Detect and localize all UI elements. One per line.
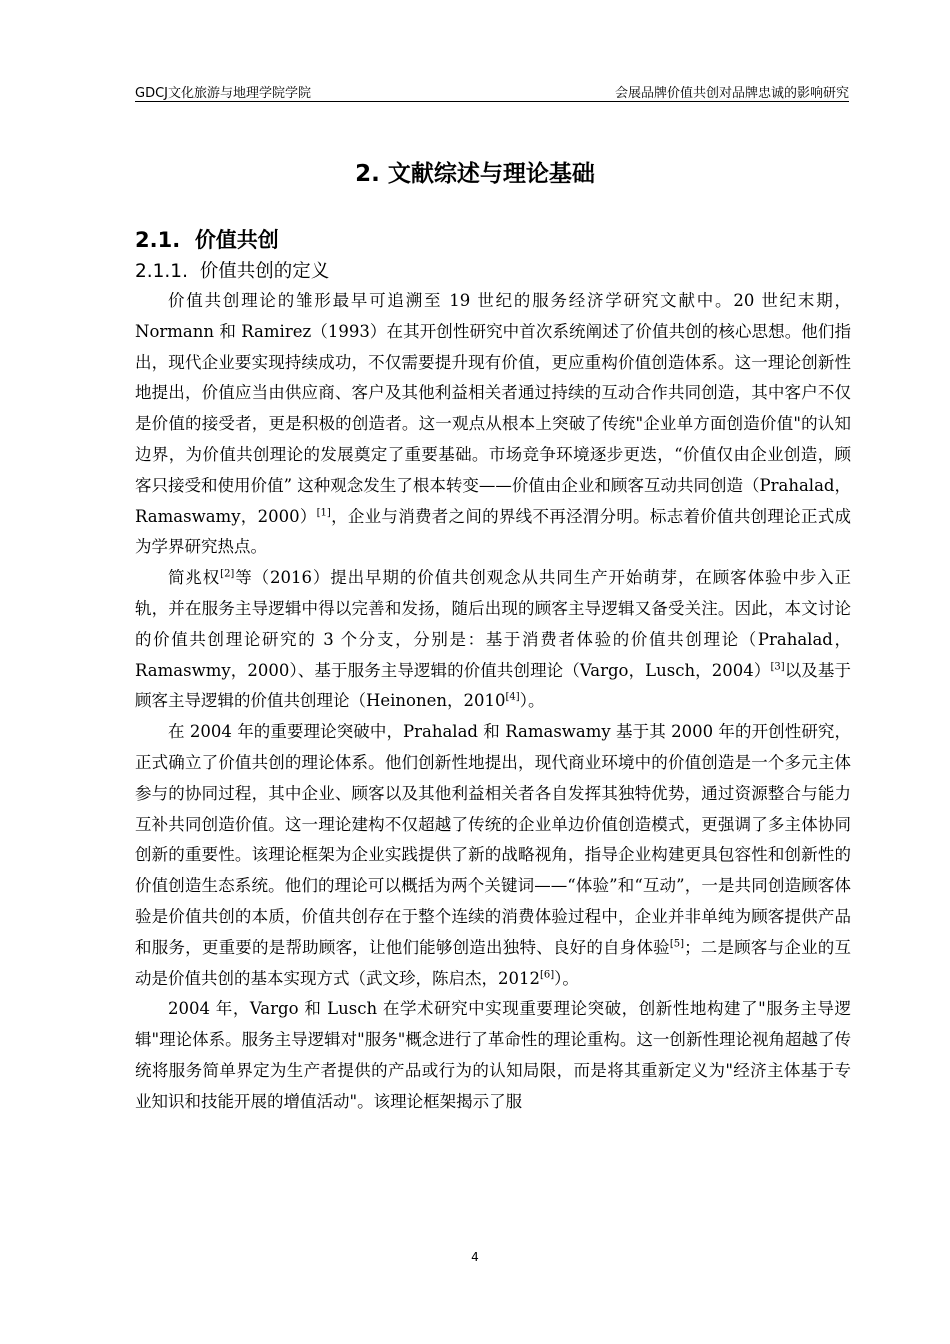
paragraph-text: 以及基于顾客主导逻辑的价值共创理论（Heinonen，2010 bbox=[135, 660, 851, 711]
paragraph-text: 简兆权 bbox=[168, 568, 221, 588]
header-rule bbox=[135, 101, 849, 102]
paragraph-text: ）。 bbox=[519, 691, 545, 711]
chapter-title: 2. 文献综述与理论基础 bbox=[355, 161, 595, 187]
section-title: 价值共创 bbox=[194, 228, 279, 252]
subsection-title: 价值共创的定义 bbox=[199, 261, 330, 282]
section-number: 2.1. bbox=[135, 228, 181, 252]
paragraph-text: 价值共创理论的雏形最早可追溯至 19 世纪的服务经济学研究文献中。20 世纪末期，Normann 和 Ramirez（1993）在其开创性研究中首次系统阐述了价值共创的核心思想。他们指出，现代企业要实现持续成功，不仅需要提升现有价值，更应重构价值创造体系。这一理论创新性地提出，价值应当由供应商、客户及其他利益相关者通过持续的互动合作共同创造，其中客户不仅是价值的接受者，更是积极的创造者。这一观点从根本上突破了传统"企业单方面创造价值"的认知边界，为价值共创理论的发展奠定了重要基础。市场竞争环境逐步更迭，“价值仅由企业创造，顾客只接受和使用价值” 这种观念发生了根本转变——价值由企业和顾客互动共同创造（Prahalad，Ramaswamy，2000） bbox=[135, 291, 851, 526]
subsection-heading bbox=[135, 257, 329, 283]
paragraph bbox=[135, 717, 851, 994]
paragraph-text: ）。 bbox=[554, 968, 579, 988]
paragraph-text: ；二是顾客与企业的互动是价值共创的基本实现方式（武文珍，陈启杰，2012 bbox=[135, 937, 852, 988]
paragraph-text: 等（2016）提出早期的价值共创观念从共同生产开始萌芽，在顾客体验中步入正轨，并在服务主导逻辑中得以完善和发扬，随后出现的顾客主导逻辑又备受关注。因此，本文讨论的价值共创理论研究的 3 个分支，分别是：基于消费者体验的价值共创理论（Prahalad，Ramaswmy，2000）、基于服务主导逻辑的价值共创理论（Vargo，Lusch，2004） bbox=[135, 568, 852, 680]
citation: [1] bbox=[316, 507, 331, 519]
citation: [5] bbox=[669, 938, 685, 950]
paragraph bbox=[135, 286, 851, 563]
header-right-text: 会展品牌价值共创对品牌忠诚的影响研究 bbox=[614, 86, 849, 101]
paragraph bbox=[135, 994, 851, 1117]
section-heading bbox=[135, 224, 279, 254]
citation: [2] bbox=[220, 568, 235, 580]
paragraph bbox=[135, 563, 851, 717]
body-text bbox=[135, 286, 851, 1118]
page-number: 4 bbox=[471, 1250, 479, 1264]
citation: [6] bbox=[540, 969, 555, 981]
header-left-text: GDCJ文化旅游与地理学院学院 bbox=[135, 86, 311, 101]
citation: [3] bbox=[770, 661, 785, 673]
paragraph-text: ，企业与消费者之间的界线不再泾渭分明。标志着价值共创理论正式成为学界研究热点。 bbox=[135, 506, 852, 557]
paragraph-text: 在 2004 年的重要理论突破中，Prahalad 和 Ramaswamy 基于其 2000 年的开创性研究，正式确立了价值共创的理论体系。他们创新性地提出，现代商业环境中的价值创造是一个多元主体参与的协同过程，其中企业、顾客以及其他利益相关者各自发挥其独特优势，通过资源整合与能力互补共同创造价值。这一理论建构不仅超越了传统的企业单边价值创造模式，更强调了多主体协同创新的重要性。该理论框架为企业实践提供了新的战略视角，指导企业构建更具包容性和创新性的价值创造生态系统。他们的理论可以概括为两个关键词——“体验”和“互动”，一是共同创造顾客体验是价值共创的本质，价值共创存在于整个连续的消费体验过程中，企业并非单纯为顾客提供产品和服务，更重要的是帮助顾客，让他们能够创造出独特、良好的自身体验 bbox=[135, 722, 851, 957]
paragraph-text: 2004 年，Vargo 和 Lusch 在学术研究中实现重要理论突破，创新性地构建了"服务主导逻辑"理论体系。服务主导逻辑对"服务"概念进行了革命性的理论重构。这一创新性理论视角超越了传统将服务简单界定为生产者提供的产品或行为的认知局限，而是将其重新定义为"经济主体基于专业知识和技能开展的增值活动"。该理论框架揭示了服 bbox=[135, 999, 851, 1111]
subsection-number: 2.1.1. bbox=[135, 261, 188, 282]
citation: [4] bbox=[505, 691, 520, 703]
